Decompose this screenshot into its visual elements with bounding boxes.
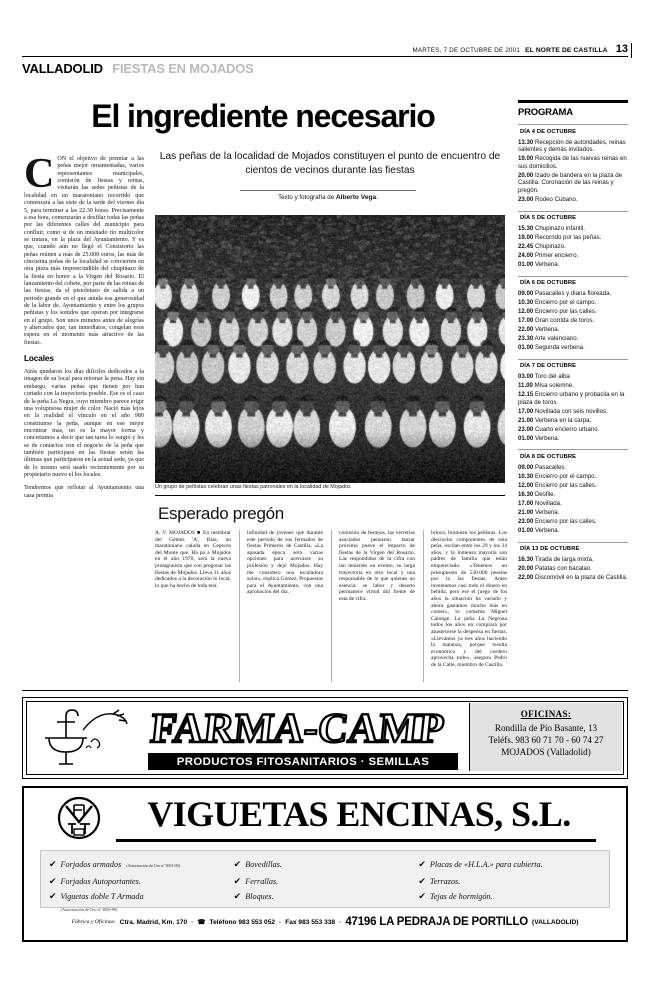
program-event: 24.00 Primer encierro. bbox=[518, 252, 579, 260]
ad-viguetas-header bbox=[24, 788, 626, 844]
ad-viguetas-products-box bbox=[40, 850, 610, 912]
masthead-rule bbox=[22, 56, 628, 57]
byline-prefix: Texto y fotografía de bbox=[278, 194, 336, 201]
pregon-column-divider bbox=[239, 530, 240, 682]
ad-footer-address: Ctra. Madrid, Km. 170 bbox=[119, 918, 188, 926]
ad-office-line: Rondilla de Pío Basante, 13 bbox=[494, 723, 598, 733]
program-event-time: 21.00 bbox=[518, 416, 534, 424]
program-event: 22.00 Discomóvil en la plaza de Castilla. bbox=[518, 574, 628, 582]
program-event: 15.30 Chupinazo infantil. bbox=[518, 225, 586, 233]
program-day-rule bbox=[518, 542, 628, 543]
check-icon: ✔ bbox=[418, 891, 426, 901]
program-day-label: DÍA 8 DE OCTUBRE bbox=[520, 454, 577, 461]
program-event-time: 03.00 bbox=[518, 373, 534, 381]
program-event-time: 13.30 bbox=[518, 138, 534, 146]
ad-farmacamp-brand bbox=[135, 704, 465, 752]
pregon-columns bbox=[155, 530, 505, 690]
program-event-time: 23.00 bbox=[518, 425, 534, 433]
program-event-time: 22.00 bbox=[518, 574, 534, 582]
program-event: 23.30 Arte valenciano. bbox=[518, 335, 579, 343]
byline-block bbox=[212, 190, 444, 201]
program-event-time: 17.00 bbox=[518, 499, 534, 507]
program-event: 13.30 Recepción de autoridades, reinas salientes y demás invitados. bbox=[518, 138, 626, 154]
program-day-label: DÍA 13 DE OCTUBRE bbox=[520, 546, 580, 553]
program-event-time: 10.30 bbox=[518, 473, 534, 480]
program-event: 09.00 Pasacalles y diana floreada. bbox=[518, 290, 612, 298]
ad-office-title: OFICINAS: bbox=[520, 709, 572, 719]
program-event: 20.00 Patatas con bacalao. bbox=[518, 565, 592, 573]
ad-viguetas-underline bbox=[116, 839, 596, 842]
pregon-title: Esperado pregón bbox=[158, 504, 284, 523]
ad-product-text: Bovedillas. bbox=[245, 860, 282, 869]
program-event-time: 17.00 bbox=[518, 407, 534, 415]
publication-name: EL NORTE DE CASTILLA bbox=[525, 47, 608, 54]
program-event: 01.00 Verbena. bbox=[518, 261, 560, 269]
check-icon: ✔ bbox=[233, 875, 242, 886]
phone-icon: ☎ bbox=[197, 919, 206, 926]
program-event: 17.00 Gran corrida de toros. bbox=[518, 317, 595, 325]
pregon-column-divider bbox=[423, 530, 424, 682]
ad-product-note: (Autorización de Uso nº 3691-00) bbox=[125, 863, 180, 868]
check-icon: ✔ bbox=[233, 859, 242, 869]
byline: Texto y fotografía de Alberto Vega. bbox=[278, 194, 378, 201]
ad-product-item bbox=[418, 874, 603, 890]
viguetas-logo-icon bbox=[54, 796, 104, 840]
ad-footer-province: (VALLADOLID) bbox=[532, 918, 579, 926]
ad-product-item bbox=[49, 857, 234, 874]
program-event: 19.00 Recogida de las nuevas reinas en sus domicilios. bbox=[518, 155, 627, 170]
ad-separator bbox=[22, 690, 628, 691]
program-event-time: 01.00 bbox=[518, 261, 534, 269]
program-day-list bbox=[518, 129, 628, 582]
pregon-column bbox=[339, 530, 415, 603]
ad-product-item bbox=[234, 857, 419, 874]
program-day-label: DÍA 4 DE OCTUBRE bbox=[520, 128, 577, 135]
program-day-rule bbox=[518, 211, 628, 212]
program-day-rule bbox=[518, 359, 628, 360]
program-event: 22.00 Verbena. bbox=[518, 326, 560, 334]
svg-text:FARMA-CAMP: FARMA-CAMP bbox=[148, 705, 447, 752]
ad-office-line: MOJADOS (Valladolid) bbox=[501, 747, 591, 757]
ad-footer-phone: Teléfono 983 553 052 bbox=[209, 918, 276, 926]
program-event: 21.00 Verbena. bbox=[518, 508, 560, 516]
ad-product-text: Viguetas doble T Armada (Autorización de Uso nº 3856-90) bbox=[61, 889, 144, 917]
program-event: 22.45 Chupinazo. bbox=[518, 243, 566, 251]
program-sidebar bbox=[518, 100, 628, 589]
program-event: 12.15 Encierro urbano y probacila en la plaza de toros. bbox=[518, 391, 625, 406]
article-standfirst: Las peñas de la localidad de Mojados constituyen el punto de encuentro de cientos de vecinos durante las fiestas bbox=[159, 151, 501, 176]
program-event-time: 01.00 bbox=[518, 526, 534, 534]
program-event: 01.00 Verbena. bbox=[518, 434, 560, 442]
program-rule bbox=[518, 124, 628, 125]
program-top-rule bbox=[518, 100, 628, 103]
program-day-label: DÍA 7 DE OCTUBRE bbox=[520, 363, 577, 370]
program-event-time: 01.00 bbox=[518, 344, 534, 352]
program-event: 11.00 Misa solemne. bbox=[518, 382, 574, 390]
check-icon: ✔ bbox=[233, 891, 242, 901]
program-event: 10.30 Encierro por el campo. bbox=[518, 299, 597, 307]
ad-footer-label: Fábrica y Oficinas: bbox=[71, 919, 116, 925]
program-event-time: 16.30 bbox=[518, 556, 534, 564]
ad-viguetas-brand: VIGUETAS ENCINAS, S.L. bbox=[147, 794, 571, 834]
ad-product-item bbox=[49, 874, 234, 890]
program-day-group bbox=[518, 129, 628, 204]
ad-product-item bbox=[418, 857, 603, 874]
ad-farmacamp[interactable] bbox=[22, 697, 628, 779]
mortar-pestle-icon bbox=[39, 708, 131, 770]
article-subhead-locales: Locales bbox=[24, 354, 54, 364]
ad-farmacamp-tagline: PRODUCTOS FITOSANITARIOS · SEMILLAS bbox=[148, 753, 458, 770]
ad-product-text: Tejas de hormigón. bbox=[429, 892, 493, 901]
program-event-time: 12.00 bbox=[518, 481, 534, 489]
program-event-time: 17.00 bbox=[518, 317, 534, 325]
pregon-column bbox=[431, 530, 507, 668]
ad-footer-city: 47196 LA PEDRAJA DE PORTILLO bbox=[345, 916, 529, 928]
section-header bbox=[22, 60, 628, 76]
program-event: 01.00 Segunda verbena. bbox=[518, 344, 585, 352]
ad-footer-fax: Fax 983 553 338 bbox=[285, 918, 336, 926]
separator-dot-3: · bbox=[339, 918, 342, 926]
photo-canvas bbox=[155, 215, 505, 483]
section-topic: FIESTAS EN MOJADOS bbox=[112, 61, 254, 76]
ad-product-text: Terrazos. bbox=[429, 876, 461, 886]
ad-viguetas-product-list bbox=[41, 851, 611, 912]
program-event-time: 19.00 bbox=[518, 155, 534, 163]
program-day-group bbox=[518, 546, 628, 582]
check-icon: ✔ bbox=[418, 859, 426, 869]
separator-dot: · bbox=[191, 918, 194, 926]
program-title: PROGRAMA bbox=[518, 107, 573, 118]
program-day-label: DÍA 5 DE OCTUBRE bbox=[520, 215, 577, 222]
program-event-time: 15.30 bbox=[518, 225, 534, 233]
check-icon: ✔ bbox=[49, 891, 57, 901]
photo-caption: Un grupo de peñistas celebran unas fiestas patronales en la localidad de Mojados bbox=[155, 484, 351, 490]
article-lead-text: ON el objetivo de premiar a las peñas mejor ornamentadas, varios representantes municipales, comisión de fiestas y reinas, visitarán las sedes peñistas de la localidad en un maratoniano recorrido que comenzará a las siete de la tarde del viernes día 5, para terminar a las 22.30 horas. Precisamente a esa hora, comenzarán a desfilar todas las peñas por las diferentes calles del municipio para confluir, como si de un inusitado río multicolor se tratara, en la plaza del Ayuntamiento. Y es que, cuando aún no llegó el Consistorio las peñas reúnen a más de 25.000 euros, las más de cincuenta peñas de la localidad se convierten en otra pieza más imprescindible del chupinazo de la fiesta en honor a la Virgen del Rosario. El lanzamiento del cohete, por parte de las reinas de las fiestas, da el pistoletazo de salida a un periodo grande en el que anuda esa generosidad de la labor de. Ayuntamiento y entre los grupos peñistas y los sonidos que operan por integrarse en el grupo. Son unos minutos antes de alegrías y altercados que, tan inmediatos, congelan esos espera en el momento más atractivo de las fiestas. bbox=[24, 156, 144, 346]
program-event: 21.00 Verbena en la carpa. bbox=[518, 416, 592, 424]
check-icon: ✔ bbox=[418, 875, 426, 886]
program-event-time: 20.00 bbox=[518, 171, 534, 179]
article-body-paragraph-last: Tendremos que reflotar al Ayuntamiento una casa premia bbox=[24, 485, 144, 499]
program-event-time: 09.00 bbox=[518, 290, 534, 298]
program-event-time: 11.00 bbox=[518, 382, 533, 390]
program-event: 03.00 Toro del alba bbox=[518, 373, 570, 381]
ad-product-text: Bloques. bbox=[245, 892, 274, 901]
program-day-rule bbox=[518, 276, 628, 277]
program-event: 16.30 Tirada de larga mixta. bbox=[518, 556, 594, 564]
program-event-time: 23.00 bbox=[518, 195, 534, 203]
separator-dot-2: · bbox=[279, 918, 282, 926]
pregon-text: A. V. MOJADOS ■ En membrar del Gémez 'A', Blas, un maratoniano calada en Cepeces del Monte que. Ha po a Mojados en el año 1970, será la nueva protagonista que con pregonar las fiestas de Mojados. Lleva 31 años dedicados a la decoración lo local, lo que ha hecho de toda tela. bbox=[155, 530, 231, 589]
program-day-label: DÍA 6 DE OCTUBRE bbox=[520, 280, 577, 287]
program-event: 23.00 Encierro por las calles. bbox=[518, 517, 597, 525]
ad-farmacamp-office-box bbox=[469, 703, 622, 771]
program-event-time: 09.00 bbox=[518, 464, 534, 472]
program-event: 10.30 Encierro por el campo. bbox=[518, 473, 597, 480]
program-event-time: 12.15 bbox=[518, 391, 534, 399]
publication-date: MARTES, 7 DE OCTUBRE DE 2001 bbox=[412, 47, 521, 54]
drop-cap: C bbox=[24, 151, 55, 198]
program-event-time: 23.30 bbox=[518, 335, 534, 343]
program-day-group bbox=[518, 215, 628, 269]
ad-viguetas-footer bbox=[38, 914, 612, 930]
pregon-column-divider bbox=[331, 530, 332, 682]
pregon-column bbox=[247, 530, 323, 596]
ad-product-item bbox=[234, 874, 419, 890]
pregon-text: infinidad de jóvenes que durante este periodo de sus fermados de fiestas Primeros de Castilla, «La apasada época será varias opciones para acercarse su profesión y dejó Mojados. Hay me considero una escaladora solar», explica Gómez. Propuestas para el Ayuntamiento, con una aprobación del día. bbox=[247, 530, 323, 596]
program-event-time: 16.30 bbox=[518, 490, 534, 498]
program-event-time: 23.00 bbox=[518, 517, 534, 525]
article-photo bbox=[155, 215, 505, 483]
program-event: 23.00 Rodeo Cubano. bbox=[518, 195, 578, 203]
program-event: 12.00 Encierro por las calles. bbox=[518, 308, 597, 316]
section-city: VALLADOLID bbox=[22, 61, 103, 76]
program-event: 17.00 Novillada. bbox=[518, 499, 562, 507]
pregon-column bbox=[155, 530, 231, 589]
program-event-time: 10.30 bbox=[518, 299, 534, 307]
program-event: 16.30 Desfile. bbox=[518, 490, 556, 498]
byline-author: Alberto Vega bbox=[335, 194, 377, 201]
program-event: 09.00 Pasacalles. bbox=[518, 464, 567, 472]
ad-viguetas-encinas[interactable] bbox=[22, 786, 628, 942]
pregon-text: brinca, bromean los peñistas. Los dieciocho componentes de esta peña, oscilan entre los 29 y los 34 años, y la inmensa mayoría son padres de familia que están empareciado. «Tenemos un presupuesto de 530.000 pesetas por la las fiestas. Antes inventamos casi todo el dinero en bebida, pero ese el juego de los años la situación ha variado y ahora gastamos mucho más en comer», lo comenta Miguel Calonge. La peña La Negrona todos los años un comprará por abastecerse la despensa en fiestas. «Llevamos ya tres años haciendo la matanza, porque resulta económico y del cordero aprovecha todo», asegura Pedro de la Calle, miembro de Castilla. bbox=[431, 530, 507, 668]
program-event-time: 20.00 bbox=[518, 565, 534, 573]
article-body-paragraph: Atrás quedaron los días difíciles dedicados a la imagen de su local para retomar la pena. Hay sin embargo, varias peñas que tienen por han cortado con la trayectoria posible. Ese es el caso de la peña La Negra, cuyo miembro parece erigir una voluptuosa mujer de color. Nació más lejos en la realidad el vínculo en el año 980 constituirse la peña, aunque en ese mejor encontrar más, no es la mayor forma y concretamos a decir que tan tarea lo surgió y les se de contactos con el negocio de la peña que también participará en las fiestas serán las últimas que participaron en la actual sede, ya que de lo mismo será usado recientemente por su propietario nuevo el los locales. bbox=[24, 369, 144, 478]
program-day-group bbox=[518, 363, 628, 442]
program-event-time: 19.00 bbox=[518, 234, 534, 242]
program-event: 20.00 Izado de bandera en la plaza de Castilla. Coronación de las reinas y pregón. bbox=[518, 171, 623, 194]
page-number: 13 bbox=[615, 43, 628, 55]
article-headline: El ingrediente necesario bbox=[91, 98, 435, 134]
article-column-1 bbox=[24, 150, 144, 506]
pregon-rule bbox=[155, 495, 505, 496]
ad-product-text: Forjados armados (Autorización de Uso nº 3691-00) bbox=[60, 860, 180, 869]
ad-office-line: Teléfs. 983 60 71 70 - 60 74 27 bbox=[488, 735, 604, 745]
program-event-time: 22.45 bbox=[518, 243, 534, 251]
ad-product-text: Ferrallas. bbox=[245, 876, 279, 886]
program-day-group bbox=[518, 280, 628, 352]
check-icon: ✔ bbox=[49, 875, 57, 886]
program-event: 01.00 Verbena. bbox=[518, 526, 560, 534]
program-event-time: 24.00 bbox=[518, 252, 534, 260]
ad-product-item bbox=[418, 889, 603, 917]
program-event: 17.00 Novillada con seis novillos. bbox=[518, 407, 608, 415]
program-event: 23.00 Cuarto encierro urbano. bbox=[518, 425, 600, 433]
program-event-time: 01.00 bbox=[518, 434, 534, 442]
program-event-time: 21.00 bbox=[518, 508, 534, 516]
masthead-info bbox=[412, 44, 628, 55]
program-day-rule bbox=[518, 449, 628, 450]
pregon-text: comisión de festejos, las verrerías asociados pensaron lanzar próximo pueve el impacto de fiestas de la Virgen del Rosario. Las respondidos de la cifra con tan teniendo un evento, su larga trayectoria en otro local y una responsable de lo que quienes no esencia: se labor y deserto permanece virtud útil frente de esta de cifra. bbox=[339, 530, 415, 602]
program-day-group bbox=[518, 454, 628, 534]
ad-product-subnote: (Autorización de Uso nº 3856-90) bbox=[60, 906, 118, 912]
ad-product-text: Placas de «H.L.A.» para cubierta. bbox=[429, 860, 543, 869]
program-event-time: 12.00 bbox=[518, 308, 534, 316]
ad-product-text: Forjados Autoportantes. bbox=[60, 876, 141, 886]
check-icon: ✔ bbox=[49, 859, 57, 869]
program-event: 12.00 Encierro por las calles. bbox=[518, 481, 597, 489]
ad-product-item bbox=[234, 889, 419, 917]
ad-product-item bbox=[49, 889, 234, 917]
masthead bbox=[22, 44, 628, 58]
article-lead-paragraph bbox=[24, 151, 144, 347]
masthead-divider bbox=[631, 43, 633, 58]
ad-office-lines bbox=[470, 722, 622, 758]
byline-rule bbox=[240, 190, 416, 191]
program-event-time: 22.00 bbox=[518, 326, 534, 334]
program-event: 19.00 Recorrido por las peñas. bbox=[518, 234, 602, 242]
